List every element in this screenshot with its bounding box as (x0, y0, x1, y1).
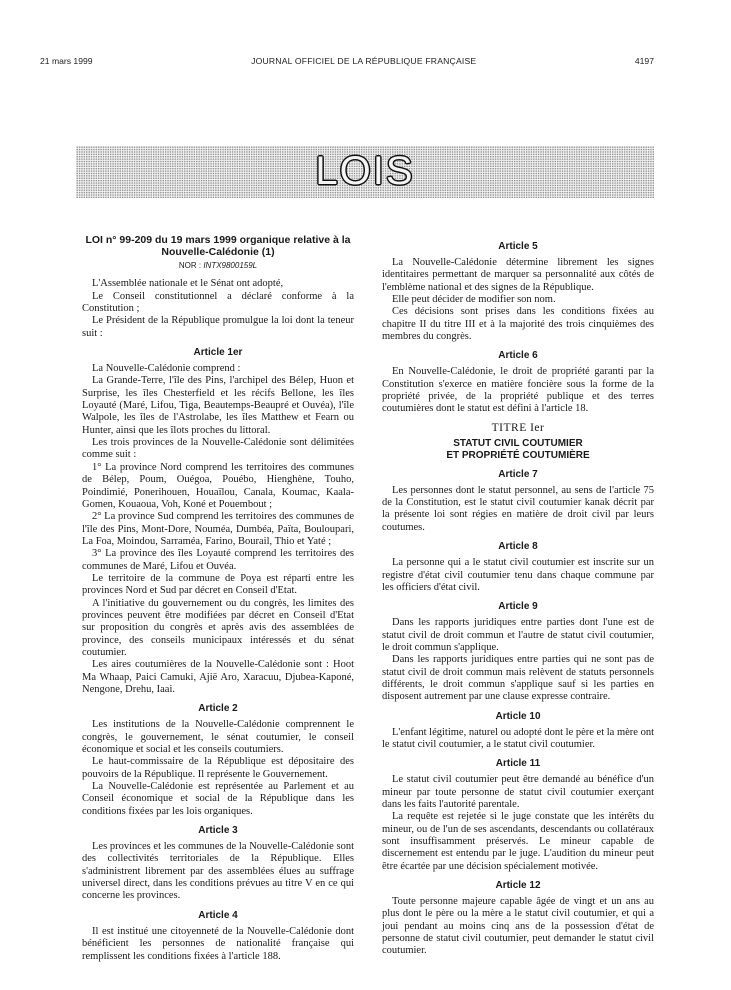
preamble-paragraph: Le Président de la République promulgue la loi dont la teneur suit : (82, 315, 354, 339)
article-paragraph: Les institutions de la Nouvelle-Calédonie comprennent le congrès, le gouvernement, le sénat coutumier, le conseil économique et social et les conseils coutumiers. (82, 719, 354, 756)
right-articles-a (382, 241, 654, 416)
article-paragraph: La Nouvelle-Calédonie est représentée au Parlement et au Conseil économique et social de la République dans les conditions fixées par les lois organiques. (82, 781, 354, 817)
article-paragraph: Il est institué une citoyenneté de la Nouvelle-Calédonie dont bénéficient les personnes de nationalité française qui remplissent les conditions fixées à l'article 188. (82, 925, 354, 962)
titre-heading-line: ET PROPRIÉTÉ COUTUMIÈRE (446, 449, 590, 461)
article-heading: Article 5 (498, 241, 538, 252)
section-banner (76, 146, 654, 198)
article-paragraph: Elle peut décider de modifier son nom. (392, 294, 556, 306)
left-articles (82, 347, 354, 963)
header-page-number: 4197 (634, 56, 654, 66)
article-paragraph: La Grande-Terre, l'île des Pins, l'archipel des Bélep, Huon et Surprise, les îles Chesterfield et les récifs Bellone, les îles Loyauté (Maré, Lifou, Tiga, Beautemps-Beaupré et Ouvéa), l'île Walpole, les îles de l'Astrolabe, les îles Matthew et Fearn ou Hunter, ainsi que les îlots proches du littoral. (82, 375, 354, 436)
titre-label: TITRE Ier (491, 421, 545, 434)
article-paragraph: La Nouvelle-Calédonie comprend : (92, 363, 241, 375)
article-paragraph: 1° La province Nord comprend les territoires des communes de Bélep, Poum, Ouégoa, Pouébo, Hienghène, Touho, Poindimié, Ponerihouen, Houaïlou, Canala, Koumac, Kaala-Gomen, Kouaoua, Voh, Koné et Pouembout ; (82, 461, 354, 510)
article-paragraph: Les personnes dont le statut personnel, au sens de l'article 75 de la Constitution, est le statut civil coutumier kanak décrit par la présente loi sont régies en matière de droit civil par leurs coutumes. (382, 484, 654, 533)
law-title: LOI n° 99-209 du 19 mars 1999 organique relative à la Nouvelle-Calédonie (1) (85, 234, 351, 258)
article-paragraph: Le territoire de la commune de Poya est réparti entre les provinces Nord et Sud par décret en Conseil d'Etat. (82, 572, 354, 597)
article-block (382, 711, 654, 752)
article-block (82, 347, 354, 696)
article-block (382, 469, 654, 534)
article-heading: Article 1er (193, 347, 243, 359)
page-header (40, 56, 654, 66)
article-block (382, 601, 654, 703)
article-heading: Article 8 (498, 541, 538, 553)
article-paragraph: En Nouvelle-Calédonie, le droit de propriété garanti par la Constitution s'exerce en matière foncière sous la forme de la propriété privée, de la propriété publique et des terres coutumières dont le statut est défini à l'article 18. (382, 366, 654, 415)
article-block (82, 703, 354, 818)
article-paragraph: A l'initiative du gouvernement ou du congrès, les limites des provinces peuvent être modifiées par décret en Conseil d'Etat sur proposition du congrès et après avis des assemblées de province, des conseils municipaux intéressés et du sénat coutumier. (82, 597, 354, 658)
nor-label: NOR : (178, 261, 202, 270)
nor-reference (82, 260, 354, 272)
article-block (82, 910, 354, 963)
header-journal-title: JOURNAL OFFICIEL DE LA RÉPUBLIQUE FRANÇAISE (251, 56, 477, 66)
article-paragraph: Toute personne majeure capable âgée de vingt et un ans au plus dont le père ou la mère a le statut civil coutumier, et qui a joui pendant au moins cinq ans de la possession d'état de personne de statut civil coutumier, peut demander le statut civil coutumier. (382, 896, 654, 957)
article-paragraph: La requête est rejetée si le juge constate que les intérêts du mineur, ou de l'un de ses ascendants, descendants ou collatéraux sont insuffisamment préservés. Le mineur capable de discernement est entendu par le juge. L'audition du mineur peut être écartée par une décision spécialement motivée. (382, 811, 654, 872)
article-heading: Article 11 (495, 758, 541, 770)
article-paragraph: 2° La province Sud comprend les territoires des communes de l'île des Pins, Mont-Dore, Nouméa, Dumbéa, Païta, Bouloupari, La Foa, Moindou, Sarraméa, Farino, Bourail, Thio et Yaté ; (82, 511, 354, 547)
article-paragraph: Dans les rapports juridiques entre parties qui ne sont pas de statut civil de droit commun mais relèvent de statuts personnels différents, le droit commun s'applique sauf si les parties en disposent autrement par une clause expresse contraire. (382, 654, 654, 703)
article-paragraph: L'enfant légitime, naturel ou adopté dont le père et la mère ont le statut civil coutumier, a le statut civil coutumier. (382, 726, 654, 750)
article-heading: Article 12 (495, 880, 541, 892)
article-block (82, 825, 354, 903)
header-date: 21 mars 1999 (40, 56, 93, 66)
article-block (382, 880, 654, 958)
article-paragraph: La Nouvelle-Calédonie détermine librement les signes identitaires permettant de marquer sa personnalité aux côtés de l'emblème national et des signes de la République. (382, 257, 654, 293)
article-paragraph: Dans les rapports juridiques entre parties dont l'une est de statut civil de droit commun et l'autre de statut civil coutumier, le droit commun s'applique. (382, 617, 654, 653)
article-heading: Article 6 (498, 350, 538, 362)
article-paragraph: Les provinces et les communes de la Nouvelle-Calédonie sont des collectivités territoriales de la République. Elles s'administrent librement par des assemblées élues au suffrage universel direct, dans les conditions prévues au titre V en ce qui concerne les provinces. (82, 841, 354, 902)
preamble-paragraph: Le Conseil constitutionnel a déclaré conforme à la Constitution ; (82, 290, 354, 315)
right-column (382, 234, 654, 958)
article-paragraph: 3° La province des îles Loyauté comprend les territoires des communes de Maré, Lifou et Ouvéa. (82, 548, 354, 572)
article-block (382, 758, 654, 873)
article-paragraph: La personne qui a le statut civil coutumier est inscrite sur un registre d'état civil coutumier tenu dans chaque commune par les officiers d'état civil. (382, 557, 654, 593)
right-articles-b (382, 469, 654, 958)
article-heading: Article 2 (198, 703, 238, 715)
article-paragraph: Le haut-commissaire de la République est dépositaire des pouvoirs de la République. Il représente le Gouvernement. (82, 756, 354, 780)
article-heading: Article 10 (495, 710, 541, 722)
article-heading: Article 7 (498, 468, 538, 480)
article-block (382, 350, 654, 415)
article-heading: Article 4 (198, 909, 238, 921)
titre-heading-line: STATUT CIVIL COUTUMIER (453, 437, 583, 449)
article-paragraph: Les trois provinces de la Nouvelle-Calédonie sont délimitées comme suit : (82, 437, 354, 461)
preamble-paragraph: L'Assemblée nationale et le Sénat ont adopté, (92, 278, 284, 290)
nor-code: INTX9800159L (203, 261, 258, 270)
article-block (382, 241, 654, 343)
left-column (82, 234, 354, 963)
article-heading: Article 9 (498, 601, 538, 613)
article-paragraph: Le statut civil coutumier peut être demandé au bénéfice d'un mineur par toute personne de statut civil coutumier exerçant dans les faits l'autorité parentale. (382, 774, 654, 810)
article-heading: Article 3 (198, 825, 238, 837)
titre-heading (382, 438, 654, 462)
article-paragraph: Ces décisions sont prises dans les conditions fixées au chapitre II du titre III et à la majorité des trois cinquièmes des membres du congrès. (382, 306, 654, 343)
article-block (382, 541, 654, 594)
article-paragraph: Les aires coutumières de la Nouvelle-Calédonie sont : Hoot Ma Whaap, Paici Camuki, Ajië Aro, Xaracuu, Djubea-Kaponé, Nengone, Drehu, Iaai. (82, 659, 354, 695)
section-banner-title: LOIS (315, 149, 415, 193)
